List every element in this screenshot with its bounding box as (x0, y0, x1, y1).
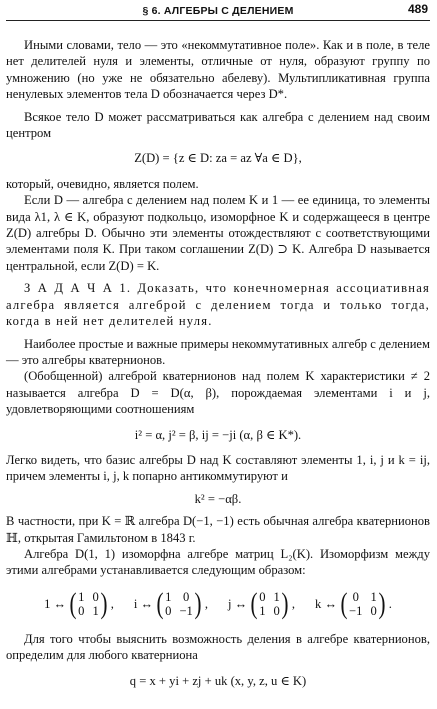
paragraph-center: Всякое тело D может рассматриваться как алгебра с делением над своим центром (6, 109, 430, 141)
matrix-lhs: k ↔ (315, 596, 338, 611)
matrix-lhs: i ↔ (133, 596, 154, 611)
matrix-cell: 1 (259, 603, 266, 618)
matrix-cell: 1 (273, 589, 280, 604)
formula-quaternion: q = x + yi + zj + uk (x, y, z, u ∈ K) (129, 673, 307, 688)
paragraph-is-field: который, очевидно, является полем. (6, 176, 199, 191)
matrix-k: k ↔ ( 0 1 −1 0 ) . (315, 586, 392, 620)
matrix-lhs: 1 ↔ (44, 596, 67, 611)
matrix-tail: , (291, 596, 295, 611)
paragraph-central-algebra: Если D — алгебра с делением над полем K и 1 — ее единица, то элементы вида λ1, λ ∈ K, образуют подкольцо, изоморфное K и содержащееся в центре Z(D) алгебры D. Обычно эти элементы отождествляют с соответствующими элементами поля K. При таком соглашении Z(D) ⊃ K. Алгебра D называется центральной, если Z(D) = K. (6, 193, 430, 273)
section-title: § 6. АЛГЕБРЫ С ДЕЛЕНИЕМ (142, 5, 294, 17)
matrix-correspondence (6, 586, 430, 620)
paragraph-basis: Легко видеть, что базис алгебры D над K составляют элементы 1, i, j и k = ij, причем элементы i, j, k попарно антикоммутируют и (6, 452, 430, 484)
matrix-tail: . (388, 596, 392, 611)
matrix-cell: 0 (273, 603, 280, 618)
matrix-cell: 1 (78, 589, 85, 604)
matrix-cell: 0 (352, 589, 359, 604)
page-number: 489 (407, 2, 428, 16)
paragraph-matrix-iso: Алгебра D(1, 1) изоморфна алгебре матриц L₂(K). Изоморфизм между этими алгебрами устанавливается следующим образом: (6, 546, 430, 578)
matrix-cell: −1 (179, 603, 193, 618)
matrix-one: 1 ↔ ( 1 0 0 1 ) , (44, 586, 114, 620)
formula-relations: i² = α, j² = β, ij = −ji (α, β ∈ K*). (134, 427, 302, 442)
matrix-lhs: j ↔ (228, 596, 248, 611)
paragraph-quaternion-intro: Наиболее простые и важные примеры некоммутативных алгебр с делением — это алгебры кватернионов. (6, 336, 430, 367)
running-header (6, 0, 430, 21)
exercise-1: З А Д А Ч А 1. Доказать, что конечномерная ассоциативная алгебра является алгеброй с делением тогда и только тогда, когда в ней нет делителей нуля. (6, 281, 430, 329)
matrix-cell: 0 (92, 589, 99, 604)
matrix-cell: 0 (165, 603, 172, 618)
matrix-cell: 0 (370, 603, 377, 618)
matrix-tail: , (110, 596, 114, 611)
matrix-cell: −1 (349, 603, 363, 618)
matrix-cell: 1 (165, 589, 172, 604)
matrix-cell: 0 (182, 589, 190, 604)
matrix-i: i ↔ ( 1 0 0 −1 ) , (133, 586, 208, 620)
matrix-cell: 0 (259, 589, 266, 604)
matrix-j: j ↔ ( 0 1 1 0 ) , (228, 586, 295, 620)
matrix-cell: 1 (370, 589, 377, 604)
matrix-tail: , (204, 596, 208, 611)
paragraph-hamilton: В частности, при K = ℝ алгебра D(−1, −1) есть обычная алгебра кватернионов ℍ, открытая Гамильтоном в 1843 г. (6, 514, 430, 545)
matrix-cell: 1 (92, 603, 99, 618)
formula-center: Z(D) = {z ∈ D: za = az ∀a ∈ D}, (134, 151, 302, 166)
matrix-cell: 0 (78, 603, 85, 618)
paragraph-skew-field: Иными словами, тело — это «некоммутативное поле». Как и в поле, в теле нет делителей нуля и элементы, отличные от нуля, образуют группу по умножению (но уже не обязательно абелеву). Мультипликативная группа ненулевых элементов тела D обозначается через D*. (6, 38, 430, 102)
paragraph-generalized-quaternions: (Обобщенной) алгеброй кватернионов над полем K характеристики ≠ 2 называется алгебра D = D(α, β), порождаемая элементами i и j, удовлетворяющими соотношениям (6, 369, 430, 417)
paragraph-division: Для того чтобы выяснить возможность деления в алгебре кватернионов, определим для любого кватерниона (6, 631, 430, 663)
formula-k-squared: k² = −αβ. (194, 491, 242, 506)
